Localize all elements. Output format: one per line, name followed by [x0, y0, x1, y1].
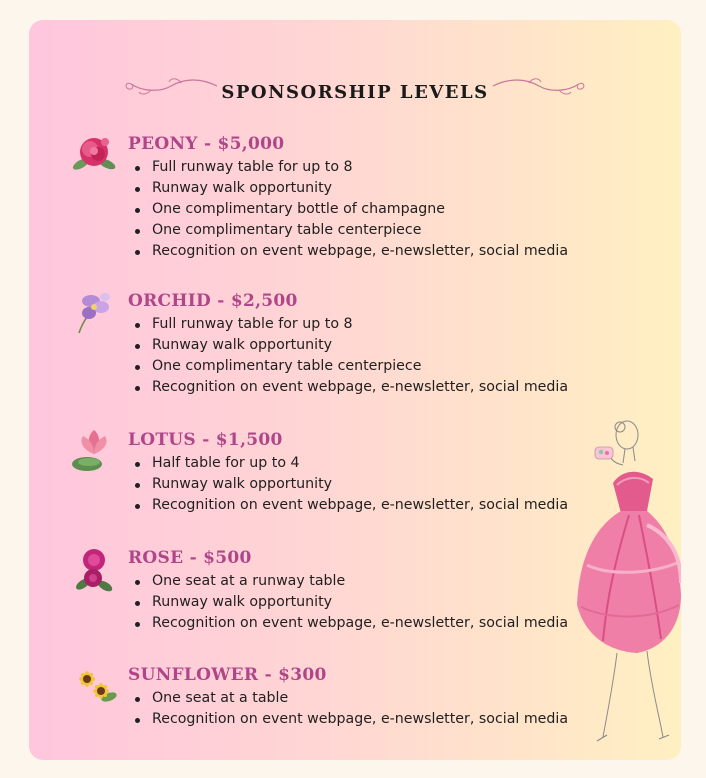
tier-title: PEONY - $5,000	[128, 134, 285, 154]
list-item: One complimentary table centerpiece	[128, 356, 568, 377]
list-item: One complimentary bottle of champagne	[128, 199, 568, 220]
lotus-flower-icon	[69, 426, 119, 476]
list-item: Recognition on event webpage, e-newsletter, social media	[128, 241, 568, 262]
list-item: One seat at a runway table	[128, 571, 568, 592]
page-title: SPONSORSHIP LEVELS	[221, 82, 489, 103]
tier-title: LOTUS - $1,500	[128, 430, 283, 450]
list-item: Runway walk opportunity	[128, 178, 568, 199]
sunflower-icon	[69, 661, 119, 711]
tier-title: SUNFLOWER - $300	[128, 665, 327, 685]
list-item: Recognition on event webpage, e-newsletter, social media	[128, 709, 568, 730]
benefit-list	[128, 314, 568, 398]
title-row	[29, 76, 681, 114]
list-item: Full runway table for up to 8	[128, 314, 568, 335]
right-swirl-ornament-icon	[489, 76, 589, 100]
tier-title: ORCHID - $2,500	[128, 291, 298, 311]
benefit-list	[128, 157, 568, 262]
list-item: Half table for up to 4	[128, 453, 568, 474]
list-item: Recognition on event webpage, e-newsletter, social media	[128, 377, 568, 398]
list-item: One seat at a table	[128, 688, 568, 709]
orchid-flower-icon	[69, 287, 119, 337]
rose-flower-icon	[69, 544, 119, 594]
list-item: Full runway table for up to 8	[128, 157, 568, 178]
benefit-list	[128, 453, 568, 516]
sponsorship-card	[29, 20, 681, 760]
list-item: Runway walk opportunity	[128, 335, 568, 356]
benefit-list	[128, 688, 568, 730]
tier-title: ROSE - $500	[128, 548, 252, 568]
list-item: One complimentary table centerpiece	[128, 220, 568, 241]
fashion-dress-illustration	[577, 415, 681, 750]
list-item: Recognition on event webpage, e-newsletter, social media	[128, 495, 568, 516]
benefit-list	[128, 571, 568, 634]
list-item: Runway walk opportunity	[128, 592, 568, 613]
list-item: Runway walk opportunity	[128, 474, 568, 495]
peony-flower-icon	[69, 130, 119, 180]
list-item: Recognition on event webpage, e-newsletter, social media	[128, 613, 568, 634]
